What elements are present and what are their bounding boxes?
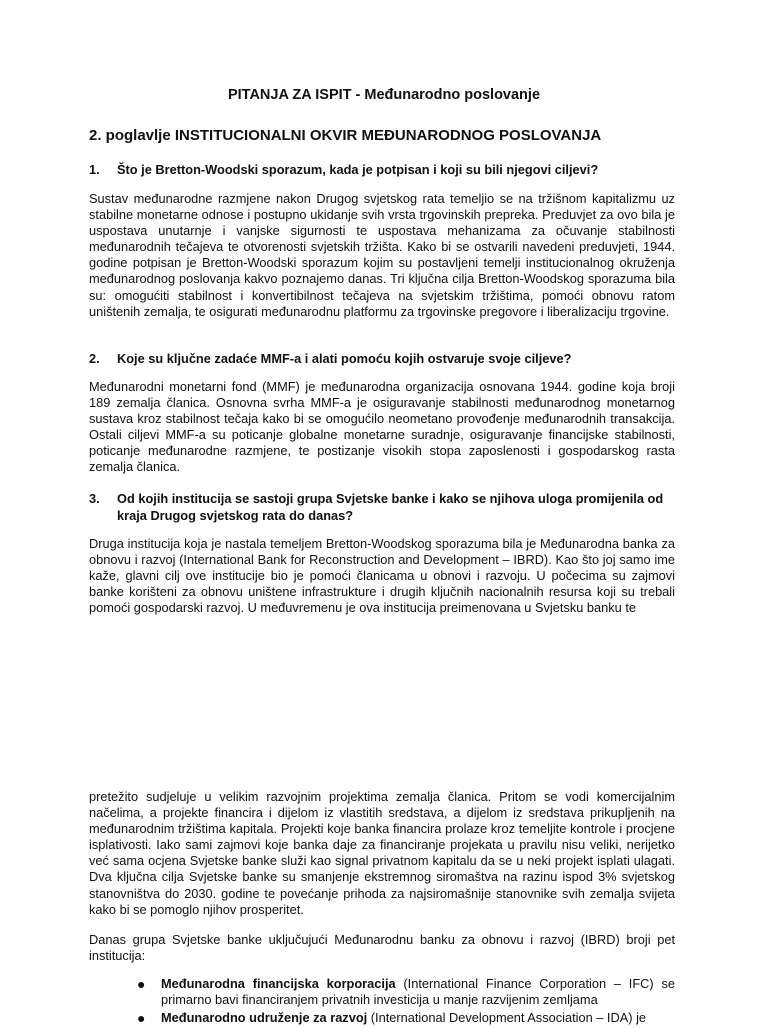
question-2 xyxy=(89,350,679,367)
question-number: 1. xyxy=(89,162,100,177)
institution-name: Međunarodna financijska korporacija xyxy=(161,976,396,991)
institution-description: (International Development Association – IDA) je xyxy=(370,1010,647,1026)
institution-name: Međunarodno udruženje za razvoj xyxy=(161,1010,368,1026)
document-title: PITANJA ZA ISPIT - Međunarodno poslovanje xyxy=(227,87,541,103)
chapter-heading: 2. poglavlje INSTITUCIONALNI OKVIR MEĐUNARODNOG POSLOVANJA xyxy=(89,127,602,144)
answer-paragraph-2: Međunarodni monetarni fond (MMF) je međunarodna organizacija osnovana 1944. godine koja broji 189 zemalja članica. Osnovna svrha MMF-a je osiguravanje stabilnosti međunarodnog monetarnog sustava kroz stabilnost tečaja kako bi se omogućilo neometano provođenje međunarodnih transakcija. Ostali ciljevi MMF-a su poticanje globalne monetarne suradnje, osiguravanje financijske stabilnosti, poticanje međunarodne razmjene, te postizanje visokih stopa zaposlenosti i gospodarskog rasta zemalja članica. xyxy=(89,379,675,475)
answer-paragraph-1: Sustav međunarodne razmjene nakon Drugog svjetskog rata temeljio se na tržišnom kapitalizmu uz stabilne monetarne odnose i postupno ukidanje svih vrsta trgovinskih prepreka. Preduvjet za ovo bila je uspostava unutarnje i vanjske sigurnosti te uspostava mehanizama za očuvanje stabilnosti međunarodnih tečajeva te otvorenosti svjetskih tržišta. Kako bi se ostvarili navedeni preduvjeti, 1944. godine potpisan je Bretton-Woodski sporazum kojim su postavljeni temelji institucionalnog okruženja međunarodnog poslovanja kakvo poznajemo danas. Tri ključna cilja Bretton-Woodskog sporazuma bila su: omogućiti stabilnost i konvertibilnost tečajeva na svjetskim tržištima, pomoći obnovu ratom uništenih zemalja, te osigurati međunarodnu platformu za trgovinske pregovore i liberalizaciju trgovine. xyxy=(89,191,675,319)
question-text: Od kojih institucija se sastoji grupa Svjetske banke i kako se njihova uloga promijenila od kraja Drugog svjetskog rata do danas? xyxy=(117,491,664,523)
question-number: 2. xyxy=(89,351,100,366)
institution-description: (International Finance Corporation – IFC) se primarno bavi financiranjem privatnih investicija u manje razvijenim zemljama xyxy=(161,976,675,1008)
question-number: 3. xyxy=(89,491,100,506)
question-3 xyxy=(89,490,679,524)
question-text: Što je Bretton-Woodski sporazum, kada je potpisan i koji su bili njegovi ciljevi? xyxy=(117,162,599,177)
question-text: Koje su ključne zadaće MMF-a i alati pomoću kojih ostvaruje svoje ciljeve? xyxy=(117,351,572,366)
answer-paragraph-3b: pretežito sudjeluje u velikim razvojnim projektima zemalja članica. Pritom se vodi komercijalnim načelima, a projekte financira i dijelom iz vlastitih sredstava, a dijelom iz sredstava prikupljenih na međunarodnim tržištima kapitala. Projekti koje banka financira prolaze kroz temeljite kontrole i procjene isplativosti. Iako sami zajmovi koje banka daje za financiranje projekata u pravilu nisu veliki, nerijetko već sama ocjena Svjetske banke služi kao signal privatnom kapitalu da se u neki projekt isplati ulagati. Dva ključna cilja Svjetske banke su smanjenje ekstremnog siromaštva na razinu ispod 3% svjetskog stanovništva do 2030. godine te povećanje prihoda za najsiromašnije stanovnike svih zemalja svijeta kako bi se pomoglo njihov prosperitet. xyxy=(89,789,675,917)
answer-paragraph-3a: Druga institucija koja je nastala temeljem Bretton-Woodskog sporazuma bila je Međunarodna banka za obnovu i razvoj (International Bank for Reconstruction and Development – IBRD). Kao što joj samo ime kaže, glavni cilj ove institucije bio je pomoći članicama u obnovi i razvoju. U počecima su zajmovi banke korišteni za obnovu uništene infrastrukture i drugih ključnih nacionalnih resursa koji su trebali pomoći gospodarski razvoj. U međuvremenu je ova institucija preimenovana u Svjetsku banku te xyxy=(89,536,675,615)
list-item xyxy=(89,976,675,1008)
answer-paragraph-3c: Danas grupa Svjetske banke uključujući Međunarodnu banku za obnovu i razvoj (IBRD) broji pet institucija: xyxy=(89,932,675,964)
bullet-icon: ● xyxy=(137,1010,146,1027)
bullet-icon: ● xyxy=(137,976,146,992)
question-1 xyxy=(89,161,679,178)
institution-list xyxy=(89,976,675,1028)
